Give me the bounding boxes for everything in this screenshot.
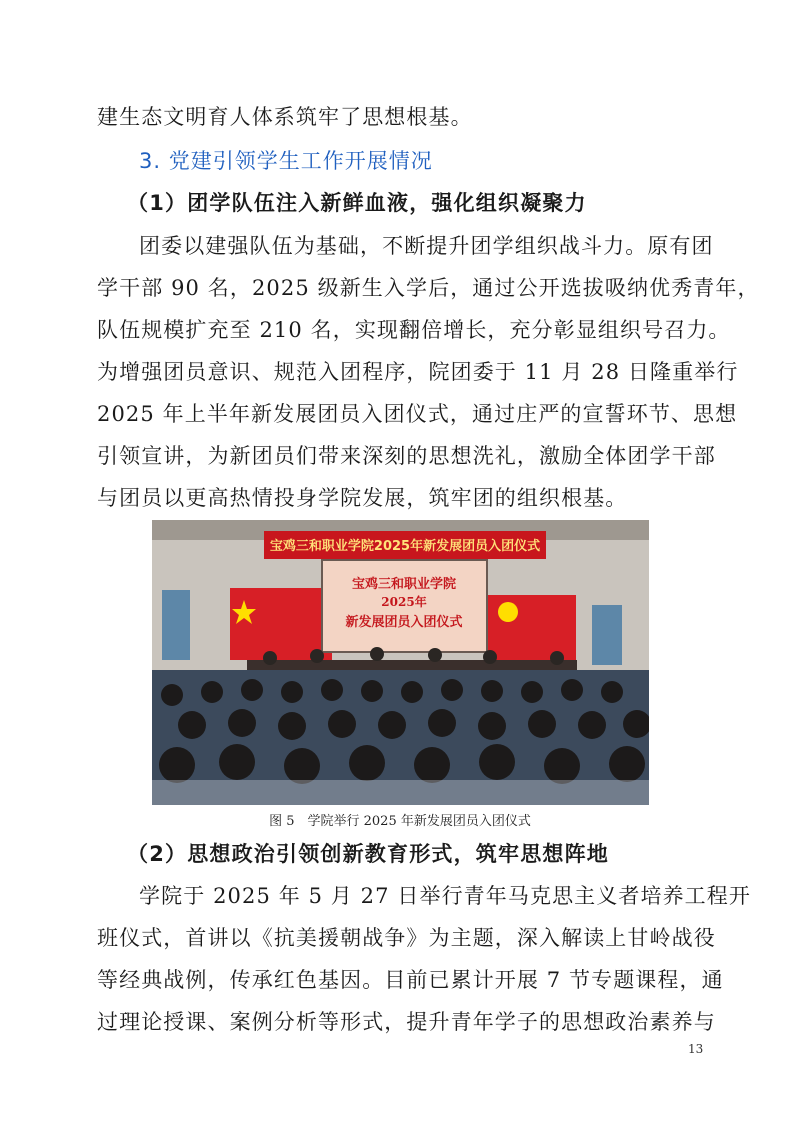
page-number: 13	[688, 1042, 704, 1056]
subheading-2: （2）思想政治引领创新教育形式，筑牢思想阵地	[127, 842, 610, 866]
paragraph-line: 引领宣讲，为新团员们带来深刻的思想洗礼，激励全体团学干部	[97, 444, 716, 468]
paragraph-line: 2025 年上半年新发展团员入团仪式，通过庄严的宣誓环节、思想	[97, 402, 738, 426]
paragraph-line: 学干部 90 名，2025 级新生入学后，通过公开选拔吸纳优秀青年，	[97, 276, 760, 300]
paragraph-line: 过理论授课、案例分析等形式，提升青年学子的思想政治素养与	[97, 1010, 716, 1034]
banner-text: 宝鸡三和职业学院2025年新发展团员入团仪式	[269, 539, 541, 554]
paragraph-line: 等经典战例，传承红色基因。目前已累计开展 7 节专题课程，通	[97, 968, 724, 992]
paragraph-line: 建生态文明育人体系筑牢了思想根基。	[97, 105, 473, 129]
paragraph-line: 为增强团员意识、规范入团程序，院团委于 11 月 28 日隆重举行	[97, 360, 739, 384]
section-heading: 3. 党建引领学生工作开展情况	[139, 149, 433, 173]
paragraph-line: 队伍规模扩充至 210 名，实现翻倍增长，充分彰显组织号召力。	[97, 318, 731, 342]
paragraph-line: 班仪式，首讲以《抗美援朝战争》为主题，深入解读上甘岭战役	[97, 926, 716, 950]
subheading-1: （1）团学队伍注入新鲜血液，强化组织凝聚力	[127, 191, 587, 215]
screen-line: 2025年	[381, 595, 427, 609]
paragraph-line: 与团员以更高热情投身学院发展，筑牢团的组织根基。	[97, 486, 628, 510]
ceremony-photo	[152, 520, 649, 805]
screen-line: 宝鸡三和职业学院	[351, 577, 457, 592]
figure-caption: 图 5 学院举行 2025 年新发展团员入团仪式	[269, 814, 531, 829]
paragraph-line: 团委以建强队伍为基础，不断提升团学组织战斗力。原有团	[139, 234, 714, 258]
paragraph-line: 学院于 2025 年 5 月 27 日举行青年马克思主义者培养工程开	[139, 884, 751, 908]
screen-line: 新发展团员入团仪式	[345, 615, 463, 630]
